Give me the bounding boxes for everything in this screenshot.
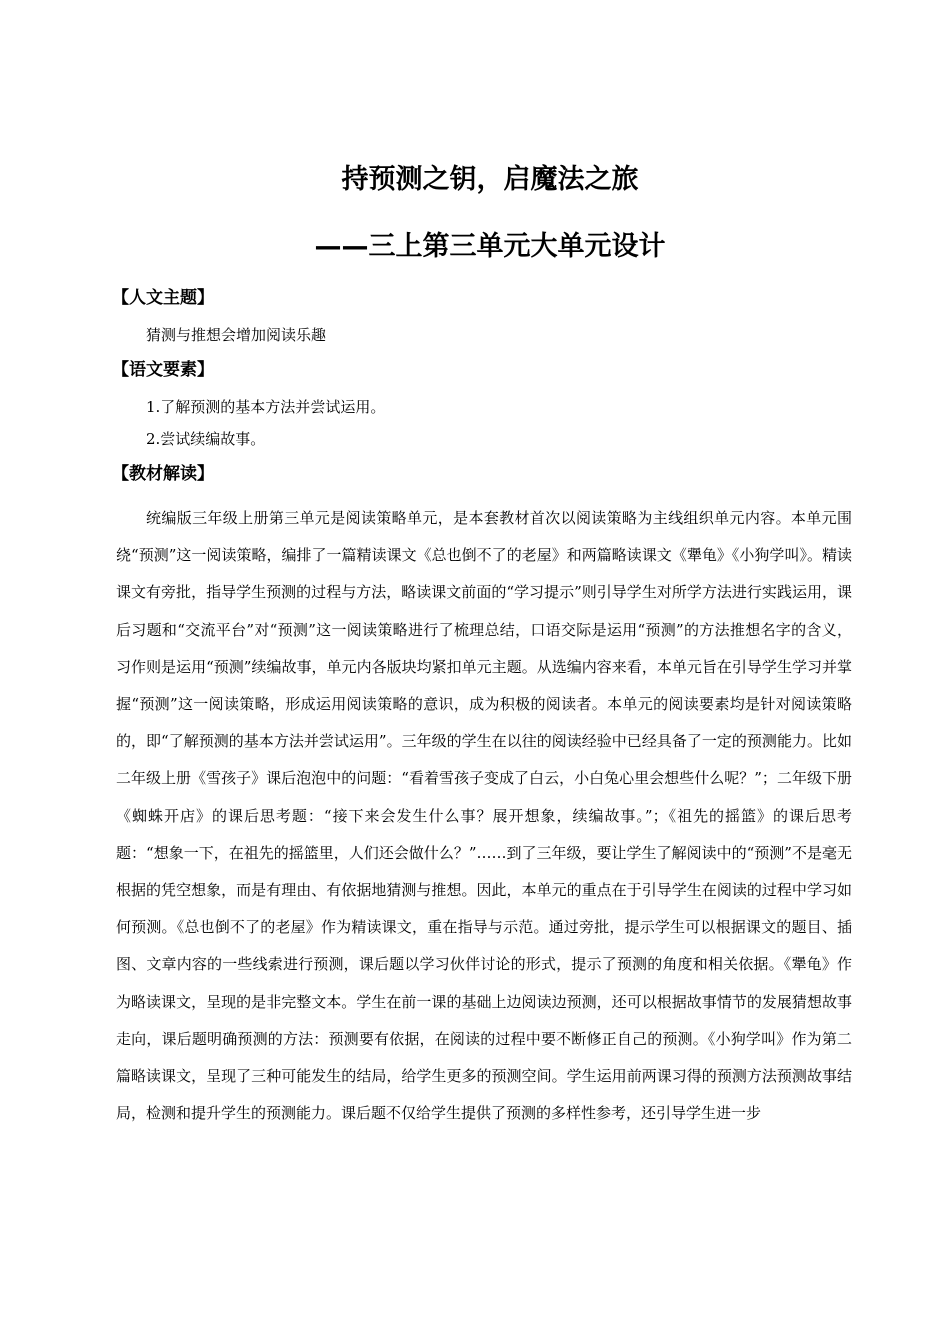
element-item-2: 2.尝试续编故事。 <box>146 430 266 448</box>
section-heading-elements: 【语文要素】 <box>112 360 214 380</box>
analysis-paragraph: 统编版三年级上册第三单元是阅读策略单元，是本套教材首次以阅读策略为主线组织单元内容。本单元围绕“预测”这一阅读策略，编排了一篇精读课文《总也倒不了的老屋》和两篇略读课文《犟龟》《小狗学叫》。精读课文有旁批，指导学生预测的过程与方法，略读课文前面的“学习提示”则引导学生对所学方法进行实践运用，课后习题和“交流平台”对“预测”这一阅读策略进行了梳理总结，口语交际是运用“预测”的方法推想名字的含义，习作则是运用“预测”续编故事，单元内各版块均紧扣单元主题。从选编内容来看，本单元旨在引导学生学习并掌握“预测”这一阅读策略，形成运用阅读策略的意识，成为积极的阅读者。本单元的阅读要素均是针对阅读策略的，即“了解预测的基本方法并尝试运用”。三年级的学生在以往的阅读经验中已经具备了一定的预测能力。比如二年级上册《雪孩子》课后泡泡中的问题：“看着雪孩子变成了白云，小白兔心里会想些什么呢？”；二年级下册《蜘蛛开店》的课后思考题：“接下来会发生什么事？展开想象，续编故事。”；《祖先的摇篮》的课后思考题：“想象一下，在祖先的摇篮里，人们还会做什么？”……到了三年级，要让学生了解阅读中的“预测”不是毫无根据的凭空想象，而是有理由、有依据地猜测与推想。因此，本单元的重点在于引导学生在阅读的过程中学习如何预测。《总也倒不了的老屋》作为精读课文，重在指导与示范。通过旁批，提示学生可以根据课文的题目、插图、文章内容的一些线索进行预测，课后题以学习伙伴讨论的形式，提示了预测的角度和相关依据。《犟龟》作为略读课文，呈现的是非完整文本。学生在前一课的基础上边阅读边预测，还可以根据故事情节的发展猜想故事走向，课后题明确预测的方法：预测要有依据，在阅读的过程中要不断修正自己的预测。《小狗学叫》作为第二篇略读课文，呈现了三种可能发生的结局，给学生更多的预测空间。学生运用前两课习得的预测方法预测故事结局，检测和提升学生的预测能力。课后题不仅给学生提供了预测的多样性参考，还引导学生进一步 <box>116 509 852 1123</box>
element-item-1: 1.了解预测的基本方法并尝试运用。 <box>146 398 386 416</box>
page-subtitle: ——三上第三单元大单元设计 <box>314 231 666 262</box>
section-heading-analysis: 【教材解读】 <box>112 464 214 484</box>
section-heading-theme: 【人文主题】 <box>112 288 214 308</box>
page-title: 持预测之钥，启魔法之旅 <box>341 164 639 195</box>
theme-text: 猜测与推想会增加阅读乐趣 <box>146 326 327 344</box>
